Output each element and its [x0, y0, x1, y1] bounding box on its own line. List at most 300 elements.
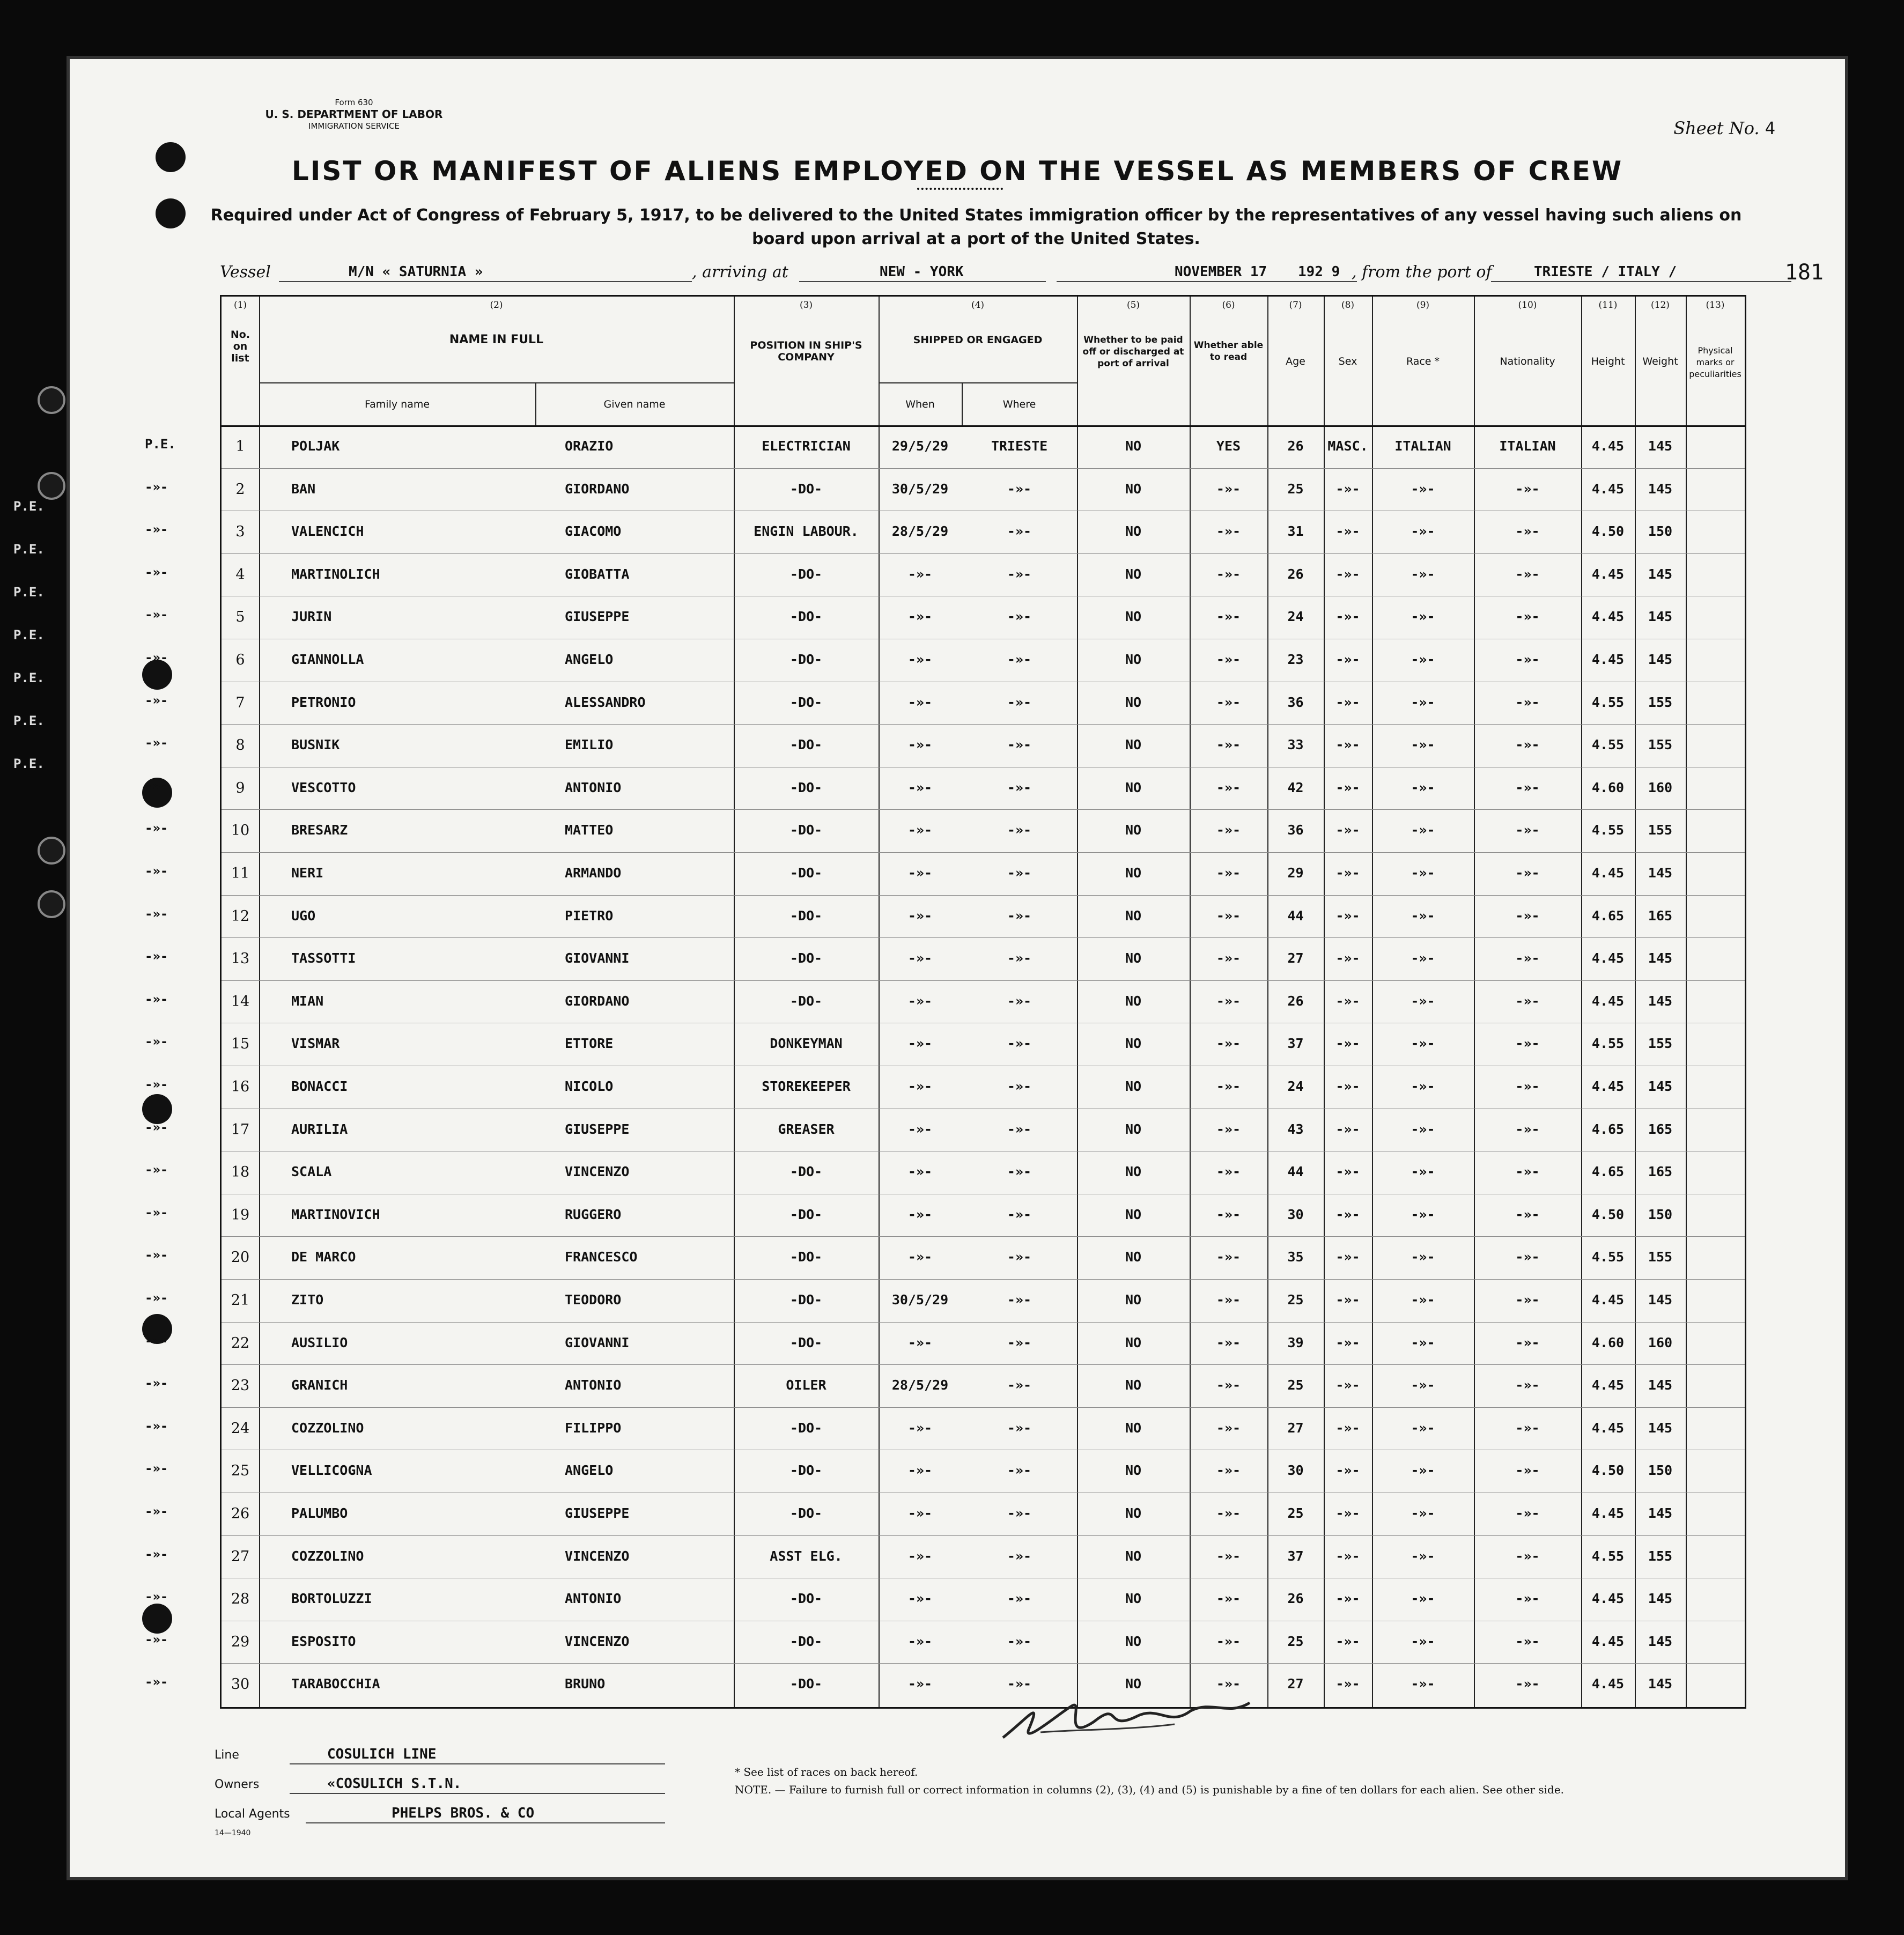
cell-nat: ITALIAN	[1499, 438, 1556, 454]
cell-no: 17	[231, 1121, 250, 1138]
cell-when: -»-	[907, 1548, 933, 1564]
cell-where: -»-	[1007, 1377, 1032, 1393]
cell-weight: 145	[1648, 652, 1673, 667]
cell-race: -»-	[1411, 1292, 1435, 1308]
cell-when: -»-	[907, 779, 933, 795]
cell-paid: NO	[1125, 1292, 1142, 1308]
cell-read: -»-	[1216, 694, 1241, 710]
outer-margin-mark: P.E.	[13, 756, 45, 771]
cell-paid: NO	[1125, 1377, 1142, 1393]
page-subtitle: Required under Act of Congress of February 5, 1917, to be delivered to the United States immigration officer by the representatives of any vessel having such aliens on board upon arrival at a port of the United States.	[210, 206, 1742, 248]
cell-weight: 155	[1648, 1548, 1673, 1564]
header-height: Height	[1591, 356, 1625, 367]
col-number: (3)	[799, 300, 813, 311]
cell-family: DE MARCO	[291, 1249, 356, 1265]
cell-height: 4.65	[1591, 907, 1625, 924]
vessel-label: Vessel	[220, 263, 271, 282]
cell-age: 35	[1287, 1249, 1304, 1265]
cell-no: 5	[235, 609, 245, 626]
header-when: When	[905, 398, 935, 410]
races-note: * See list of races on back hereof.	[735, 1766, 918, 1778]
header-race: Race *	[1406, 356, 1440, 367]
cell-age: 25	[1287, 481, 1304, 497]
cell-family: JURIN	[291, 609, 332, 625]
cell-age: 30	[1287, 1206, 1304, 1222]
cell-when: -»-	[907, 737, 933, 753]
cell-no: 19	[231, 1206, 250, 1223]
cell-when: -»-	[907, 566, 933, 582]
cell-no: 23	[231, 1377, 250, 1394]
cell-position: -DO-	[789, 822, 823, 838]
cell-race: -»-	[1411, 907, 1435, 924]
cell-given: GIORDANO	[565, 481, 630, 497]
cell-race: -»-	[1411, 1676, 1435, 1692]
cell-given: GIACOMO	[565, 523, 622, 540]
cell-family: PALUMBO	[291, 1505, 348, 1521]
cell-where: -»-	[1007, 566, 1032, 582]
cell-family: ZITO	[291, 1292, 324, 1308]
cell-sex: -»-	[1335, 1079, 1360, 1094]
cell-sex: -»-	[1335, 694, 1360, 710]
cell-no: 9	[235, 779, 245, 796]
page-title: LIST OR MANIFEST OF ALIENS EMPLOYED ON THE VESSEL AS MEMBERS OF CREW	[291, 156, 1623, 187]
cell-race: -»-	[1411, 523, 1435, 540]
cell-sex: -»-	[1335, 1591, 1360, 1607]
cell-weight: 160	[1648, 779, 1673, 795]
cell-read: -»-	[1216, 865, 1241, 881]
cell-where: -»-	[1007, 737, 1032, 753]
cell-race: -»-	[1411, 481, 1435, 497]
row-margin-mark: -»-	[145, 522, 168, 537]
cell-sex: -»-	[1335, 1036, 1360, 1052]
cell-nat: -»-	[1515, 1548, 1540, 1564]
cell-no: 10	[231, 822, 250, 839]
cell-no: 15	[231, 1036, 250, 1053]
cell-when: -»-	[907, 1463, 933, 1479]
cell-read: -»-	[1216, 1206, 1241, 1222]
cell-when: -»-	[907, 1420, 933, 1436]
cell-nat: -»-	[1515, 1334, 1540, 1350]
cell-given: FRANCESCO	[565, 1249, 638, 1265]
cell-paid: NO	[1125, 1505, 1142, 1521]
footer-agents	[215, 1805, 535, 1821]
cell-race: ITALIAN	[1394, 438, 1451, 454]
outer-margin-mark: P.E.	[13, 585, 45, 600]
cell-given: PIETRO	[565, 907, 614, 924]
row-margin-mark: -»-	[145, 863, 168, 878]
cell-position: -DO-	[789, 1292, 823, 1308]
cell-height: 4.45	[1591, 1292, 1625, 1308]
cell-family: VISMAR	[291, 1036, 340, 1052]
row-margin-mark: -»-	[145, 1589, 168, 1605]
cell-position: -DO-	[789, 1164, 823, 1180]
cell-height: 4.45	[1591, 609, 1625, 625]
cell-position: -DO-	[789, 694, 823, 710]
header-name-in-full: NAME IN FULL	[449, 333, 544, 346]
cell-read: -»-	[1216, 481, 1241, 497]
cell-when: -»-	[907, 1633, 933, 1649]
cell-paid: NO	[1125, 481, 1142, 497]
cell-read: -»-	[1216, 609, 1241, 625]
cell-position: -DO-	[789, 1420, 823, 1436]
cell-weight: 145	[1648, 1591, 1673, 1607]
cell-read: -»-	[1216, 1292, 1241, 1308]
cell-where: -»-	[1007, 1633, 1032, 1649]
cell-sex: -»-	[1335, 652, 1360, 667]
cell-age: 30	[1287, 1463, 1304, 1479]
cell-no: 24	[231, 1420, 250, 1437]
col-number: (11)	[1598, 300, 1618, 311]
cell-age: 26	[1287, 993, 1304, 1009]
cell-where: TRIESTE	[991, 438, 1048, 454]
header-able-to-read: Whether able to read	[1193, 340, 1264, 363]
cell-race: -»-	[1411, 1463, 1435, 1479]
cell-family: POLJAK	[291, 438, 340, 454]
cell-paid: NO	[1125, 438, 1142, 454]
cell-when: 30/5/29	[891, 481, 949, 497]
cell-weight: 145	[1648, 1377, 1673, 1393]
cell-when: 28/5/29	[891, 1377, 949, 1393]
cell-sex: -»-	[1335, 1249, 1360, 1265]
cell-position: -DO-	[789, 1334, 823, 1350]
header-where: Where	[1002, 398, 1036, 410]
cell-weight: 145	[1648, 950, 1673, 966]
cell-position: -DO-	[789, 737, 823, 753]
cell-position: -DO-	[789, 652, 823, 667]
punch-hole	[156, 198, 186, 228]
cell-nat: -»-	[1515, 481, 1540, 497]
cell-no: 22	[231, 1334, 250, 1351]
cell-weight: 150	[1648, 1206, 1673, 1222]
cell-age: 27	[1287, 1420, 1304, 1436]
cell-height: 4.45	[1591, 1633, 1625, 1649]
cell-where: -»-	[1007, 822, 1032, 838]
row-margin-mark: -»-	[145, 650, 168, 665]
cell-race: -»-	[1411, 1121, 1435, 1137]
cell-paid: NO	[1125, 907, 1142, 924]
cell-when: -»-	[907, 1079, 933, 1094]
cell-height: 4.60	[1591, 779, 1625, 795]
cell-height: 4.55	[1591, 737, 1625, 753]
cell-sex: -»-	[1335, 1334, 1360, 1350]
cell-family: PETRONIO	[291, 694, 356, 710]
cell-weight: 155	[1648, 1249, 1673, 1265]
col-number: (1)	[233, 300, 247, 311]
cell-where: -»-	[1007, 1548, 1032, 1564]
cell-height: 4.65	[1591, 1164, 1625, 1180]
cell-age: 37	[1287, 1548, 1304, 1564]
cell-family: TASSOTTI	[291, 950, 356, 966]
cell-read: -»-	[1216, 1334, 1241, 1350]
ring-hole	[38, 837, 65, 865]
cell-family: MARTINOLICH	[291, 566, 380, 582]
cell-nat: -»-	[1515, 907, 1540, 924]
cell-nat: -»-	[1515, 1591, 1540, 1607]
cell-read: -»-	[1216, 1420, 1241, 1436]
line-label: Line	[215, 1748, 239, 1762]
cell-given: MATTEO	[565, 822, 614, 838]
cell-where: -»-	[1007, 609, 1032, 625]
cell-race: -»-	[1411, 1633, 1435, 1649]
cell-nat: -»-	[1515, 1206, 1540, 1222]
cell-age: 25	[1287, 1505, 1304, 1521]
arrival-port: NEW - YORK	[880, 264, 964, 280]
cell-weight: 155	[1648, 694, 1673, 710]
cell-race: -»-	[1411, 1036, 1435, 1052]
header-age: Age	[1286, 356, 1305, 367]
title-ornament	[917, 188, 1003, 190]
cell-where: -»-	[1007, 1420, 1032, 1436]
cell-where: -»-	[1007, 523, 1032, 540]
form-number: Form 630	[335, 98, 373, 107]
cell-age: 43	[1287, 1121, 1304, 1137]
cell-where: -»-	[1007, 950, 1032, 966]
cell-sex: -»-	[1335, 481, 1360, 497]
vessel-name: M/N « SATURNIA »	[349, 264, 483, 280]
cell-age: 25	[1287, 1292, 1304, 1308]
cell-nat: -»-	[1515, 950, 1540, 966]
cell-where: -»-	[1007, 993, 1032, 1009]
cell-age: 26	[1287, 1591, 1304, 1607]
cell-no: 29	[231, 1633, 250, 1650]
cell-given: EMILIO	[565, 737, 614, 753]
cell-given: NICOLO	[565, 1079, 614, 1094]
cell-given: BRUNO	[565, 1676, 606, 1692]
cell-nat: -»-	[1515, 822, 1540, 838]
cell-race: -»-	[1411, 1591, 1435, 1607]
col-number: (2)	[490, 300, 503, 311]
cell-given: GIOVANNI	[565, 1334, 630, 1350]
row-margin-mark: -»-	[145, 1418, 168, 1434]
cell-age: 37	[1287, 1036, 1304, 1052]
cell-family: AUSILIO	[291, 1334, 348, 1350]
cell-height: 4.45	[1591, 1676, 1625, 1692]
cell-paid: NO	[1125, 694, 1142, 710]
cell-paid: NO	[1125, 1676, 1142, 1692]
cell-family: UGO	[291, 907, 316, 924]
cell-age: 33	[1287, 737, 1304, 753]
cell-nat: -»-	[1515, 779, 1540, 795]
col-number: (12)	[1651, 300, 1670, 311]
cell-read: -»-	[1216, 1079, 1241, 1094]
cell-where: -»-	[1007, 1591, 1032, 1607]
cell-given: GIOVANNI	[565, 950, 630, 966]
cell-no: 28	[231, 1591, 250, 1608]
cell-family: ESPOSITO	[291, 1633, 356, 1649]
arrival-year: 192 9	[1298, 264, 1340, 280]
cell-paid: NO	[1125, 652, 1142, 667]
cell-sex: MASC.	[1327, 438, 1368, 454]
cell-sex: -»-	[1335, 737, 1360, 753]
header-given-name: Given name	[603, 398, 666, 410]
outer-margin-mark: P.E.	[13, 499, 45, 514]
cell-weight: 155	[1648, 822, 1673, 838]
cell-height: 4.45	[1591, 865, 1625, 881]
cell-nat: -»-	[1515, 609, 1540, 625]
ring-hole	[38, 890, 65, 918]
cell-nat: -»-	[1515, 1079, 1540, 1094]
cell-sex: -»-	[1335, 1206, 1360, 1222]
row-margin-mark: -»-	[145, 1162, 168, 1178]
cell-where: -»-	[1007, 481, 1032, 497]
cell-family: VELLICOGNA	[291, 1463, 372, 1479]
row-margin-mark: -»-	[145, 1631, 168, 1647]
cell-weight: 150	[1648, 523, 1673, 540]
department-name: U. S. DEPARTMENT OF LABOR	[265, 108, 443, 121]
cell-race: -»-	[1411, 1505, 1435, 1521]
ring-hole	[38, 472, 65, 500]
cell-read: -»-	[1216, 950, 1241, 966]
footer-line	[215, 1746, 437, 1762]
col-number: (5)	[1126, 300, 1140, 311]
cell-family: MIAN	[291, 993, 324, 1009]
cell-when: -»-	[907, 1676, 933, 1692]
cell-weight: 145	[1648, 1505, 1673, 1521]
header-position: POSITION IN SHIP'S COMPANY	[750, 339, 862, 363]
cell-nat: -»-	[1515, 1463, 1540, 1479]
cell-race: -»-	[1411, 609, 1435, 625]
row-margin-mark: -»-	[145, 1247, 168, 1263]
cell-height: 4.45	[1591, 1079, 1625, 1094]
cell-position: -DO-	[789, 1206, 823, 1222]
row-margin-mark: -»-	[145, 1077, 168, 1092]
row-margin-mark: -»-	[145, 1034, 168, 1050]
cell-no: 2	[235, 481, 245, 498]
cell-where: -»-	[1007, 652, 1032, 667]
cell-read: -»-	[1216, 566, 1241, 582]
cell-height: 4.50	[1591, 523, 1625, 540]
agents-label: Local Agents	[215, 1807, 290, 1821]
header-family-name: Family name	[364, 398, 430, 410]
cell-age: 39	[1287, 1334, 1304, 1350]
cell-race: -»-	[1411, 1377, 1435, 1393]
cell-paid: NO	[1125, 822, 1142, 838]
cell-read: -»-	[1216, 1121, 1241, 1137]
cell-family: BONACCI	[291, 1079, 348, 1094]
sheet-value: 4	[1765, 118, 1775, 138]
cell-weight: 145	[1648, 438, 1673, 454]
cell-read: -»-	[1216, 737, 1241, 753]
cell-paid: NO	[1125, 1121, 1142, 1137]
outer-margin-mark: P.E.	[13, 713, 45, 728]
cell-weight: 145	[1648, 566, 1673, 582]
row-margin-mark: -»-	[145, 1119, 168, 1135]
cell-race: -»-	[1411, 1334, 1435, 1350]
cell-age: 44	[1287, 907, 1304, 924]
cell-nat: -»-	[1515, 865, 1540, 881]
cell-weight: 155	[1648, 737, 1673, 753]
cell-position: -DO-	[789, 907, 823, 924]
cell-family: VESCOTTO	[291, 779, 356, 795]
col-number: (6)	[1222, 300, 1235, 311]
cell-when: -»-	[907, 1249, 933, 1265]
header-paid-off: Whether to be paid off or discharged at port of arrival	[1082, 335, 1184, 369]
cell-when: -»-	[907, 907, 933, 924]
cell-age: 42	[1287, 779, 1304, 795]
cell-race: -»-	[1411, 865, 1435, 881]
cell-sex: -»-	[1335, 779, 1360, 795]
cell-paid: NO	[1125, 1548, 1142, 1564]
owners-value: «COSULICH S.T.N.	[327, 1776, 462, 1792]
cell-paid: NO	[1125, 609, 1142, 625]
col-number: (13)	[1706, 300, 1725, 311]
cell-family: BAN	[291, 481, 316, 497]
cell-read: -»-	[1216, 1463, 1241, 1479]
cell-where: -»-	[1007, 779, 1032, 795]
cell-family: BUSNIK	[291, 737, 340, 753]
cell-where: -»-	[1007, 1334, 1032, 1350]
cell-when: -»-	[907, 1206, 933, 1222]
cell-family: NERI	[291, 865, 324, 881]
cell-no: 26	[231, 1505, 250, 1522]
cell-given: ANTONIO	[565, 1591, 622, 1607]
header-shipped-or-engaged: SHIPPED OR ENGAGED	[913, 334, 1043, 346]
cell-race: -»-	[1411, 822, 1435, 838]
cell-no: 12	[231, 907, 250, 925]
cell-family: TARABOCCHIA	[291, 1676, 380, 1692]
col-number: (7)	[1289, 300, 1302, 311]
cell-where: -»-	[1007, 1079, 1032, 1094]
cell-when: 30/5/29	[891, 1292, 949, 1308]
row-margin-mark: -»-	[145, 906, 168, 921]
arriving-label: , arriving at	[692, 263, 788, 282]
cell-given: ANGELO	[565, 1463, 614, 1479]
cell-given: ANTONIO	[565, 779, 622, 795]
header-weight: Weight	[1642, 356, 1678, 367]
cell-sex: -»-	[1335, 1377, 1360, 1393]
cell-position: -DO-	[789, 1591, 823, 1607]
cell-sex: -»-	[1335, 1463, 1360, 1479]
reference-number: 181	[1784, 260, 1824, 285]
cell-weight: 145	[1648, 993, 1673, 1009]
cell-when: -»-	[907, 1591, 933, 1607]
cell-race: -»-	[1411, 1206, 1435, 1222]
cell-given: ETTORE	[565, 1036, 614, 1052]
row-margin-mark: P.E.	[145, 437, 176, 452]
cell-height: 4.55	[1591, 1249, 1625, 1265]
cell-race: -»-	[1411, 1079, 1435, 1094]
cell-weight: 165	[1648, 1121, 1673, 1137]
cell-paid: NO	[1125, 1036, 1142, 1052]
cell-sex: -»-	[1335, 950, 1360, 966]
cell-paid: NO	[1125, 779, 1142, 795]
cell-sex: -»-	[1335, 1292, 1360, 1308]
cell-weight: 145	[1648, 1676, 1673, 1692]
cell-race: -»-	[1411, 694, 1435, 710]
footer-owners	[215, 1776, 462, 1792]
cell-position: OILER	[786, 1377, 826, 1393]
cell-height: 4.45	[1591, 652, 1625, 667]
cell-age: 24	[1287, 609, 1304, 625]
row-margin-mark: -»-	[145, 1546, 168, 1562]
row-margin-mark: -»-	[145, 1504, 168, 1519]
cell-height: 4.45	[1591, 1505, 1625, 1521]
cell-given: ORAZIO	[565, 438, 614, 454]
cell-weight: 145	[1648, 1420, 1673, 1436]
cell-weight: 145	[1648, 1633, 1673, 1649]
cell-nat: -»-	[1515, 566, 1540, 582]
from-port-label: , from the port of	[1352, 263, 1492, 282]
cell-paid: NO	[1125, 1206, 1142, 1222]
cell-nat: -»-	[1515, 523, 1540, 540]
cell-where: -»-	[1007, 1206, 1032, 1222]
cell-sex: -»-	[1335, 822, 1360, 838]
cell-weight: 150	[1648, 1463, 1673, 1479]
cell-race: -»-	[1411, 1164, 1435, 1180]
cell-read: -»-	[1216, 1633, 1241, 1649]
cell-age: 36	[1287, 694, 1304, 710]
cell-age: 25	[1287, 1633, 1304, 1649]
